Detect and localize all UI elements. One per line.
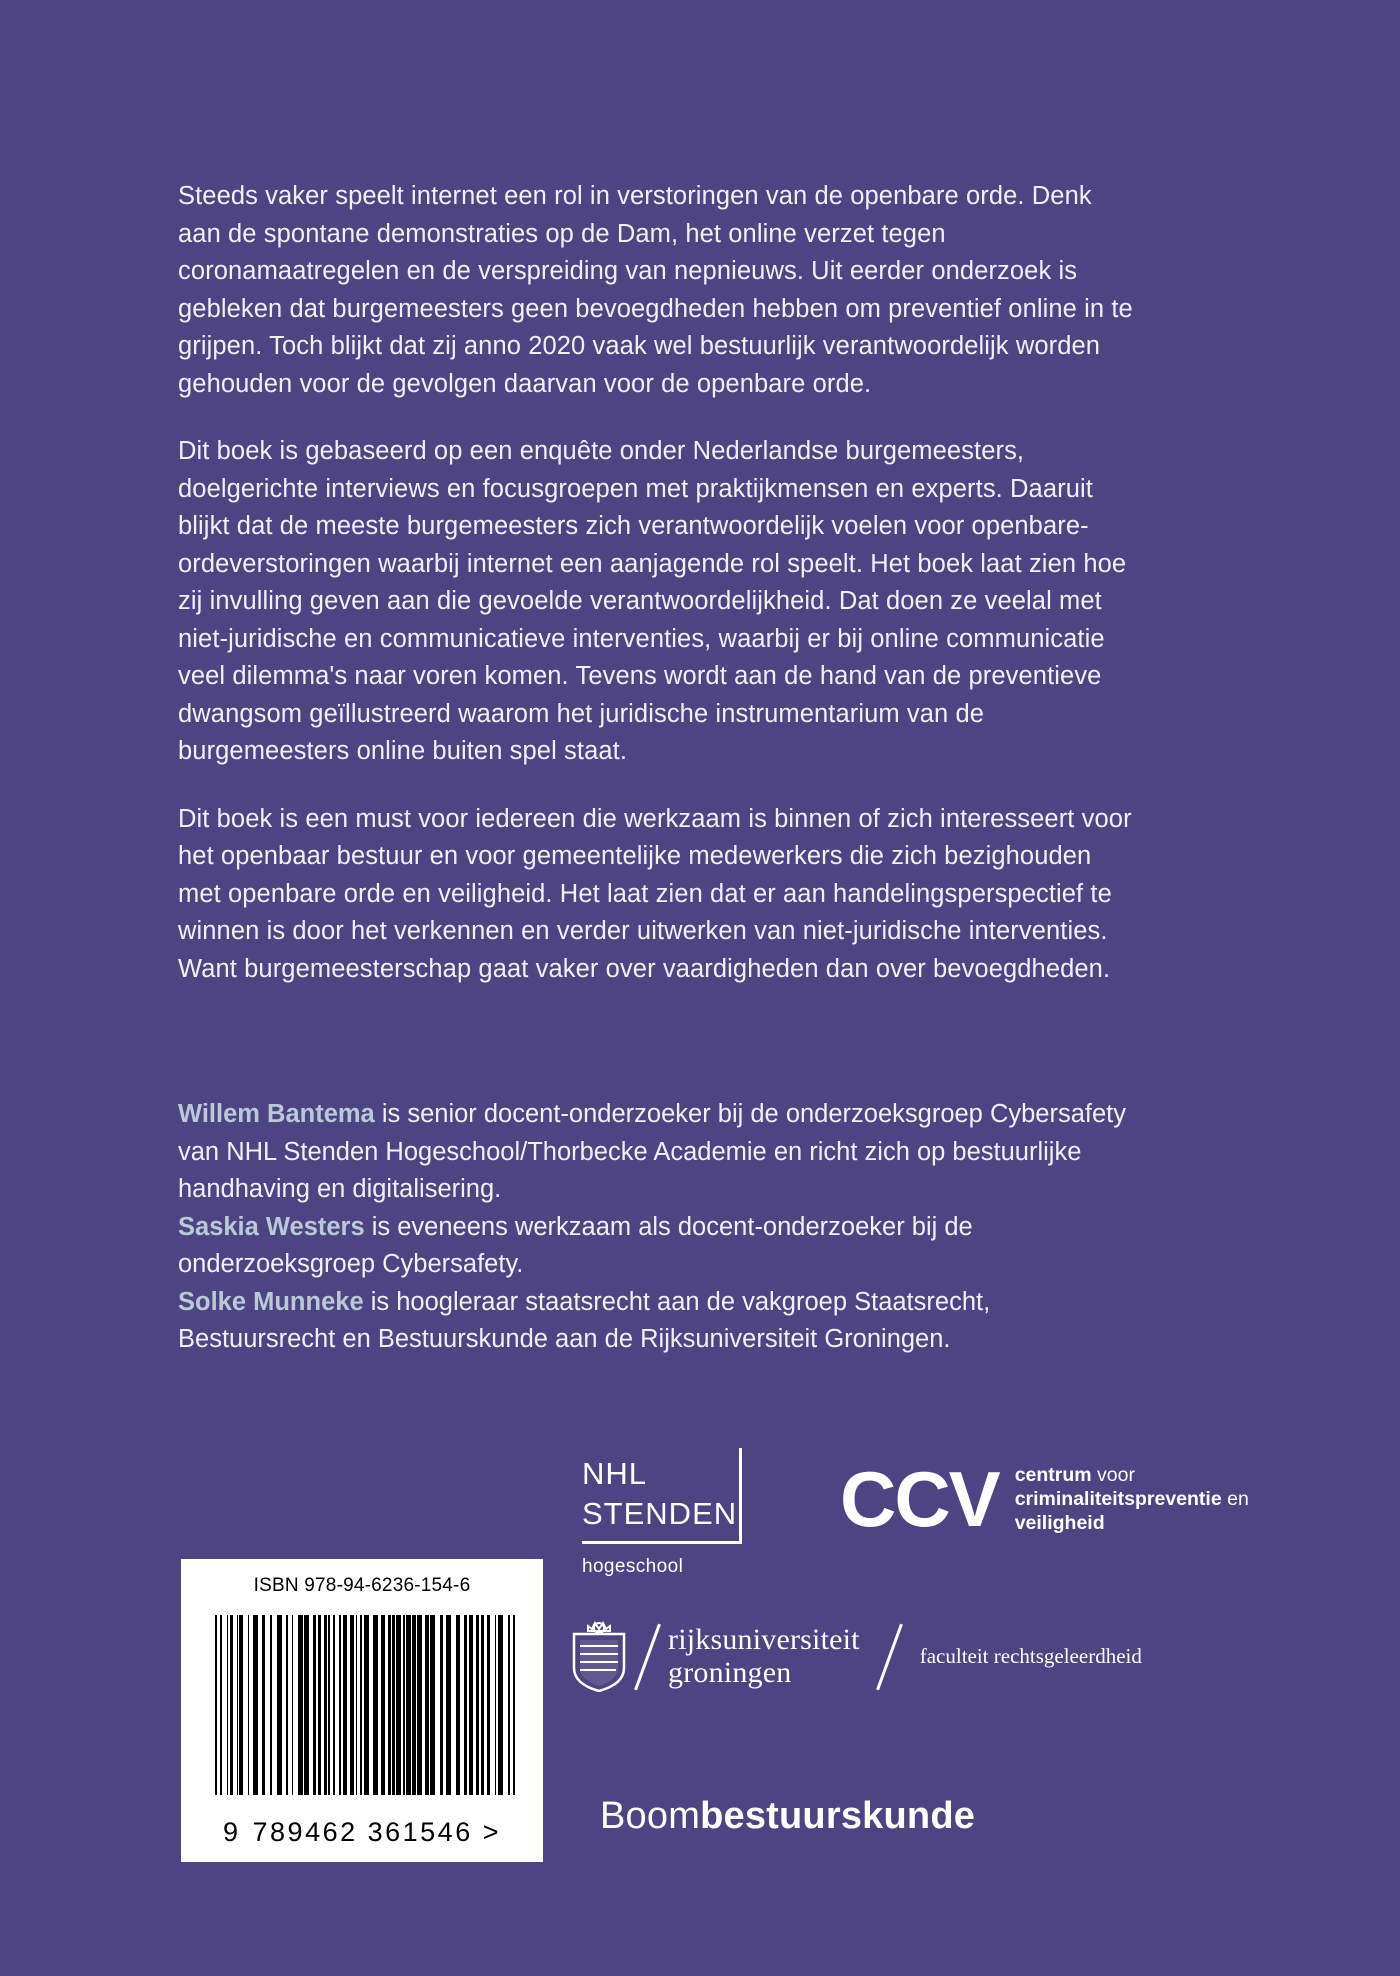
author-bio-2 xyxy=(178,1209,1138,1284)
author-name-1: Willem Bantema xyxy=(178,1100,375,1128)
ccv-logo-mark: CCV xyxy=(840,1455,999,1543)
blurb-text xyxy=(178,178,1138,1018)
rug-divider xyxy=(628,1620,668,1692)
logo-group xyxy=(560,1430,1280,1850)
publisher-part2: bestuurskunde xyxy=(700,1795,976,1837)
barcode-digit-main: 789462 361546 xyxy=(252,1817,473,1847)
nhl-logo-line2: STENDEN xyxy=(582,1496,738,1531)
rug-wordmark xyxy=(668,1623,860,1689)
ccv-sub-line3 xyxy=(1015,1511,1249,1535)
barcode-digit-lead: 9 xyxy=(222,1817,241,1847)
rug-logo xyxy=(570,1620,1142,1692)
author-bio-text-1: is senior docent-onderzoeker bij de onderzoeksgroep Cybersafety van NHL Stenden Hogeschool/Thorbecke Academie en richt zich op bestuurlijke handhaving en digitalisering. xyxy=(178,1100,1127,1203)
blurb-paragraph-1: Steeds vaker speelt internet een rol in verstoringen van de openbare orde. Denk aan de spontane demonstraties op de Dam, het online verzet tegen coronamaatregelen en de verspreiding van nepnieuws. Uit eerder onderzoek is gebleken dat burgemeesters geen bevoegdheden hebben om preventief online in te grijpen. Toch blijkt dat zij anno 2020 vaak wel bestuurlijk verantwoordelijk worden gehouden voor de gevolgen daarvan voor de openbare orde. xyxy=(178,182,1133,398)
author-bio-3 xyxy=(178,1284,1138,1359)
ccv-sub-line3-bold: veiligheid xyxy=(1014,1512,1105,1534)
author-bio-1 xyxy=(178,1096,1138,1209)
publisher-logo xyxy=(600,1795,975,1838)
author-name-2: Saskia Westers xyxy=(178,1212,365,1241)
blurb-paragraph-2: Dit boek is gebaseerd op een enquête onder Nederlandse burgemeesters, doelgerichte interviews en focusgroepen met praktijkmensen en experts. Daaruit blijkt dat de meeste burgemeesters zich verantwoordelijk voelen voor openbare-ordeverstoringen waarbij internet een aanjagende rol speelt. Het boek laat zien hoe zij invulling geven aan die gevoelde verantwoordelijkheid. Dat doen ze veelal met niet-juridische en communicatieve interventies, waarbij er bij online communicatie veel dilemma's naar voren komen. Tevens wordt aan de hand van de preventieve dwangsom geïllustreerd waarom het juridische instrumentarium van de burgemeesters online buiten spel staat. xyxy=(178,437,1127,765)
nhl-logo-line3: hogeschool xyxy=(582,1556,684,1577)
rug-line2: groningen xyxy=(668,1656,792,1689)
nhl-logo-line1: NHL xyxy=(582,1456,648,1491)
faculty-label: faculteit rechtsgeleerdheid xyxy=(919,1643,1142,1668)
author-bios xyxy=(178,1096,1138,1359)
rug-line1: rijksuniversiteit xyxy=(668,1623,860,1656)
ccv-sub-line2-bold: criminaliteitspreventie xyxy=(1014,1488,1222,1510)
isbn-barcode-panel xyxy=(181,1559,543,1862)
author-bio-text-2: is eveneens werkzaam als docent-onderzoeker bij de onderzoeksgroep Cybersafety. xyxy=(178,1212,973,1278)
publisher-part1: Boom xyxy=(600,1795,701,1837)
barcode-digit-tail: > xyxy=(482,1817,501,1847)
ccv-sub-line2-reg: en xyxy=(1221,1488,1249,1510)
barcode-bars xyxy=(215,1615,515,1795)
isbn-label: ISBN 978-94-6236-154-6 xyxy=(253,1575,471,1596)
ccv-logo-subtitle xyxy=(1015,1463,1249,1535)
nhl-logo-mark xyxy=(582,1448,742,1544)
ccv-sub-line1 xyxy=(1015,1463,1249,1487)
author-name-3: Solke Munneke xyxy=(178,1287,364,1316)
ccv-logo xyxy=(840,1455,1249,1543)
faculty-divider xyxy=(860,1620,920,1692)
ccv-sub-line2 xyxy=(1015,1487,1249,1511)
blurb-paragraph-3: Dit boek is een must voor iedereen die werkzaam is binnen of zich interesseert voor het openbaar bestuur en voor gemeentelijke medewerkers die zich bezighouden met openbare orde en veiligheid. Het laat zien dat er aan handelingsperspectief te winnen is door het verkennen en verder uitwerken van niet-juridische interventies. Want burgemeesterschap gaat vaker over vaardigheden dan over bevoegdheden. xyxy=(178,804,1132,983)
barcode-digits xyxy=(181,1817,543,1848)
nhl-stenden-logo xyxy=(582,1448,757,1578)
ccv-sub-line1-bold: centrum xyxy=(1014,1464,1092,1486)
rug-crest-icon xyxy=(570,1620,628,1692)
ccv-sub-line1-reg: voor xyxy=(1091,1464,1135,1486)
author-bio-text-3: is hoogleraar staatsrecht aan de vakgroep Staatsrecht, Bestuursrecht en Bestuurskunde aan de Rijksuniversiteit Groningen. xyxy=(178,1287,991,1353)
